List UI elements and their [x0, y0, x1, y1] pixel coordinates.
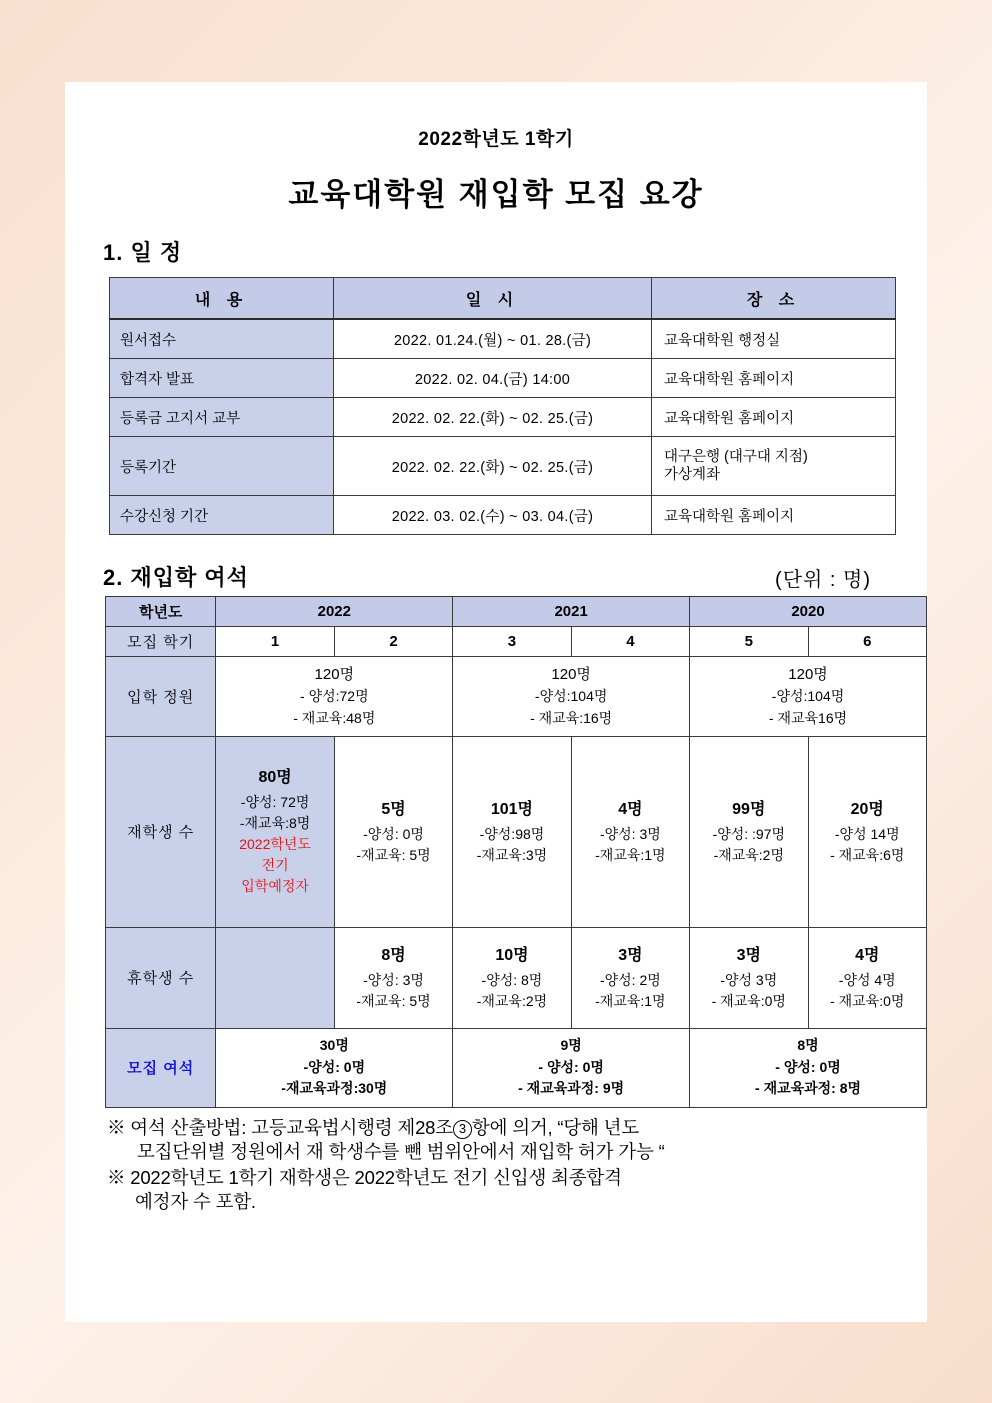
capacity-2020: [690, 657, 927, 737]
leave-line1: -양성 3명: [720, 971, 778, 988]
enrolled-total: 20명: [850, 800, 884, 818]
capacity-total: 120명: [788, 666, 828, 683]
page-title: 교육대학원 재입학 모집 요강: [288, 177, 704, 212]
enrolled-total: 4명: [618, 800, 643, 818]
available-line1: -양성: 0명: [303, 1058, 366, 1075]
capacity-line2: - 양성:72명: [300, 688, 369, 705]
schedule-datetime: 2022. 02. 04.(금) 14:00: [334, 359, 652, 398]
quota-semester-4: 4: [571, 627, 689, 657]
section-heading-schedule: 1. 일 정: [103, 240, 183, 265]
table-row: [110, 359, 896, 398]
schedule-place: 교육대학원 홈페이지: [652, 359, 896, 398]
footnote-2-part-b: 예정자 수 포함.: [135, 1190, 256, 1212]
leave-sem-6: [808, 927, 927, 1028]
capacity-line2: -양성:104명: [534, 688, 608, 705]
quota-available-label: [106, 1028, 216, 1107]
col-header-datetime: 일 시: [334, 278, 652, 320]
quota-year-2022: 2022: [216, 597, 453, 627]
available-line2: - 재교육과정: 8명: [755, 1080, 862, 1097]
available-2021: [453, 1028, 690, 1107]
col-header-place: 장 소: [652, 278, 896, 320]
document-page: [65, 82, 927, 1322]
table-row: [110, 319, 896, 359]
capacity-total: 120명: [314, 666, 355, 683]
available-total: 8명: [797, 1037, 819, 1054]
unit-note: (단위 : 명): [775, 569, 871, 591]
leave-line1: -양성: 3명: [363, 971, 424, 988]
quota-semester-row: [106, 627, 927, 657]
enrolled-line1: -양성: 3명: [599, 825, 661, 842]
footnote-2: [107, 1166, 889, 1214]
leave-sem-1: [216, 927, 334, 1028]
quota-year-label: 학년도: [106, 597, 216, 627]
leave-line2: -재교육:2명: [476, 992, 548, 1009]
quota-semester-label: 모집 학기: [106, 627, 216, 657]
table-row: [110, 398, 896, 437]
enrolled-total: 80명: [258, 769, 292, 787]
quota-leave-row: [106, 927, 927, 1028]
leave-total: 8명: [381, 946, 406, 964]
schedule-place: 교육대학원 행정실: [652, 319, 896, 359]
schedule-datetime: 2022. 03. 02.(수) ~ 03. 04.(금): [334, 496, 652, 535]
available-line1: - 양성: 0명: [775, 1058, 841, 1075]
schedule-content: 등록기간: [110, 437, 334, 496]
enrolled-note-line1: 2022학년도: [239, 836, 311, 853]
schedule-place: [652, 437, 896, 496]
footnote-2-part-a: ※ 2022학년도 1학기 재학생은 2022학년도 전기 신입생 최종합격: [107, 1166, 622, 1188]
enrolled-sem-3: [453, 736, 571, 927]
leave-total: 4명: [855, 946, 880, 964]
quota-capacity-label: 입학 정원: [106, 657, 216, 737]
enrolled-total: 101명: [490, 800, 534, 818]
quota-semester-2: 2: [334, 627, 452, 657]
leave-sem-2: [334, 927, 452, 1028]
leave-line2: -재교육:1명: [595, 992, 666, 1009]
enrolled-line2: -재교육:2명: [713, 846, 784, 863]
leave-line1: -양성 4명: [838, 971, 896, 988]
schedule-datetime: 2022. 02. 22.(화) ~ 02. 25.(금): [334, 398, 652, 437]
enrolled-sem-6: [808, 736, 927, 927]
schedule-table: [109, 277, 896, 535]
leave-sem-3: [453, 927, 571, 1028]
available-line1: - 양성: 0명: [538, 1058, 604, 1075]
enrolled-line1: -양성: :97명: [712, 825, 786, 842]
enrolled-note-line3: 입학예정자: [241, 878, 309, 895]
circled-number-icon: 3: [453, 1120, 472, 1139]
leave-line1: -양성: 8명: [481, 971, 543, 988]
schedule-content: 합격자 발표: [110, 359, 334, 398]
schedule-place-line1: 대구은행 (대구대 지점): [664, 448, 808, 465]
enrolled-line1: -양성: 0명: [363, 825, 424, 842]
table-row: [110, 437, 896, 496]
available-total: 30명: [319, 1037, 349, 1054]
enrolled-line1: -양성: 72명: [240, 794, 310, 811]
schedule-datetime: 2022. 01.24.(월) ~ 01. 28.(금): [334, 319, 652, 359]
leave-total: 3명: [618, 946, 643, 964]
quota-semester-3: 3: [453, 627, 571, 657]
document-subtitle: 2022학년도 1학기: [418, 129, 574, 150]
available-line2: - 재교육과정: 9명: [518, 1080, 625, 1097]
capacity-total: 120명: [551, 666, 591, 683]
quota-capacity-row: [106, 657, 927, 737]
leave-total: 10명: [495, 946, 529, 964]
leave-line2: -재교육: 5명: [356, 992, 431, 1009]
quota-semester-6: 6: [808, 627, 927, 657]
quota-year-2021: 2021: [453, 597, 690, 627]
capacity-2022: [216, 657, 453, 737]
leave-line2: - 재교육:0명: [711, 992, 786, 1009]
table-row: [110, 496, 896, 535]
leave-sem-5: [690, 927, 808, 1028]
footnotes: [107, 1116, 889, 1214]
available-2022: [216, 1028, 453, 1107]
capacity-line3: - 재교육16명: [768, 709, 848, 726]
schedule-content: 등록금 고지서 교부: [110, 398, 334, 437]
enrolled-line2: -재교육:1명: [595, 846, 666, 863]
col-header-content: 내 용: [110, 278, 334, 320]
enrolled-line2: -재교육: 5명: [356, 846, 431, 863]
enrolled-total: 5명: [381, 800, 406, 818]
quota-available-row: [106, 1028, 927, 1107]
leave-line1: -양성: 2명: [599, 971, 661, 988]
quota-semester-5: 5: [690, 627, 808, 657]
enrolled-line2: -재교육:3명: [476, 846, 548, 863]
available-line2: -재교육과정:30명: [281, 1080, 388, 1097]
quota-year-2020: 2020: [690, 597, 927, 627]
section-heading-quota: 2. 재입학 여석: [103, 565, 249, 590]
enrolled-line2: - 재교육:6명: [830, 846, 905, 863]
capacity-line3: - 재교육:48명: [293, 709, 376, 726]
capacity-line3: - 재교육:16명: [530, 709, 613, 726]
enrolled-sem-5: [690, 736, 808, 927]
enrolled-line1: -양성:98명: [479, 825, 545, 842]
quota-year-row: [106, 597, 927, 627]
quota-table: [105, 596, 927, 1108]
schedule-place-line2: 가상계좌: [664, 467, 721, 483]
footnote-1-part-b: 항에 의거, “당해 년도: [471, 1116, 640, 1138]
schedule-place: 교육대학원 홈페이지: [652, 398, 896, 437]
enrolled-total: 99명: [732, 800, 766, 818]
available-total: 9명: [560, 1037, 582, 1054]
enrolled-line1: -양성 14명: [834, 825, 900, 842]
quota-enrolled-label: 재학생 수: [106, 736, 216, 927]
footnote-1-part-c: 모집단위별 정원에서 재 학생수를 뺀 범위안에서 재입학 허가 가능 “: [137, 1140, 665, 1162]
footnote-1: [107, 1116, 889, 1164]
available-2020: [690, 1028, 927, 1107]
quota-enrolled-row: [106, 736, 927, 927]
enrolled-note-line2: 전기: [261, 857, 289, 874]
enrolled-sem-2: [334, 736, 452, 927]
enrolled-sem-1: [216, 736, 334, 927]
leave-line2: - 재교육:0명: [830, 992, 905, 1009]
capacity-line2: -양성:104명: [771, 688, 845, 705]
leave-total: 3명: [736, 946, 761, 964]
schedule-datetime: 2022. 02. 22.(화) ~ 02. 25.(금): [334, 437, 652, 496]
quota-semester-1: 1: [216, 627, 334, 657]
enrolled-sem-4: [571, 736, 689, 927]
leave-sem-4: [571, 927, 689, 1028]
table-header-row: [110, 278, 896, 320]
quota-available-label-text: 모집 여석: [127, 1060, 195, 1078]
footnote-1-part-a: ※ 여석 산출방법: 고등교육법시행령 제28조: [107, 1116, 453, 1138]
enrolled-line2: -재교육:8명: [239, 815, 311, 832]
quota-leave-label: 휴학생 수: [106, 927, 216, 1028]
schedule-place: 교육대학원 홈페이지: [652, 496, 896, 535]
capacity-2021: [453, 657, 690, 737]
schedule-content: 원서접수: [110, 319, 334, 359]
schedule-content: 수강신청 기간: [110, 496, 334, 535]
